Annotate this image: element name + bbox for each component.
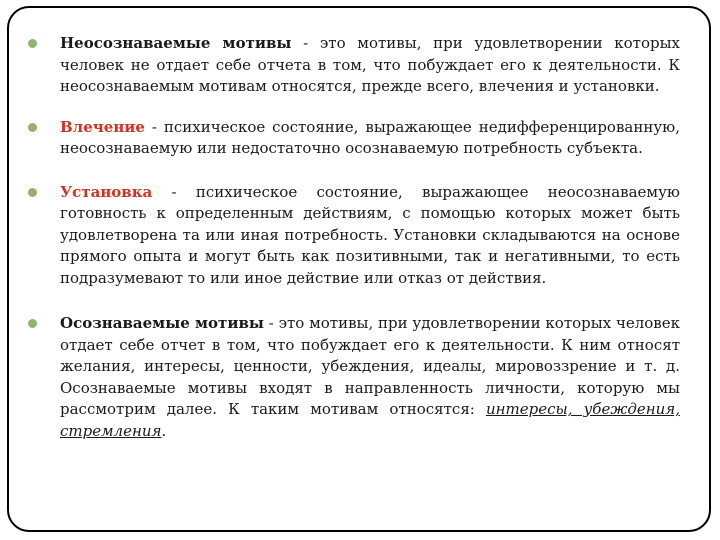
term-conscious-motives: Осознаваемые мотивы xyxy=(60,314,264,332)
bullet-item-drive xyxy=(24,117,680,160)
bullet-item-conscious-motives xyxy=(24,313,680,442)
bullet-dot-icon xyxy=(28,39,37,48)
bullet-dot-icon xyxy=(28,319,37,328)
term-attitude: Установка xyxy=(60,182,153,201)
term-drive: Влечение xyxy=(60,117,145,136)
bullet-dot-icon xyxy=(28,188,37,197)
definition-drive: - психическое состояние, выражающее недифференцированную, неосознаваемую или недостаточно осознаваемую потребность субъекта. xyxy=(60,117,680,157)
term-unconscious-motives: Неосознаваемые мотивы xyxy=(60,34,292,52)
emphasis-examples: интересы, убеждения, стремления xyxy=(60,400,681,440)
definition-end: . xyxy=(161,421,167,440)
bullet-list xyxy=(24,33,680,442)
definition-unconscious-motives: - это мотивы, при удовлетворении которых человек не отдает себе отчета в том, что побуждает его к деятельности. К неосознаваемым мотивам относятся, прежде всего, влечения и установки. xyxy=(60,34,681,95)
definition-conscious-motives: - это мотивы, при удовлетворении которых человек отдает себе отчет в том, что побуждает его к деятельности. К ним относят желания, интересы, ценности, убеждения, идеалы, мировоззрение и т. д. Осознаваемые мотивы входят в направленность личности, которую мы рассмотрим далее. К таким мотивам относятся: xyxy=(60,314,680,418)
bullet-item-unconscious-motives xyxy=(24,33,680,98)
definition-attitude: - психическое состояние, выражающее неосознаваемую готовность к определенным действиям, с помощью которых может быть удовлетворена та или иная потребность. Установки складываются на основе прямого опыта и могут быть как позитивными, так и негативными, то есть подразумевают то или иное действие или отказ от действия. xyxy=(60,182,680,287)
bullet-dot-icon xyxy=(28,123,37,132)
bullet-item-attitude xyxy=(24,182,680,290)
